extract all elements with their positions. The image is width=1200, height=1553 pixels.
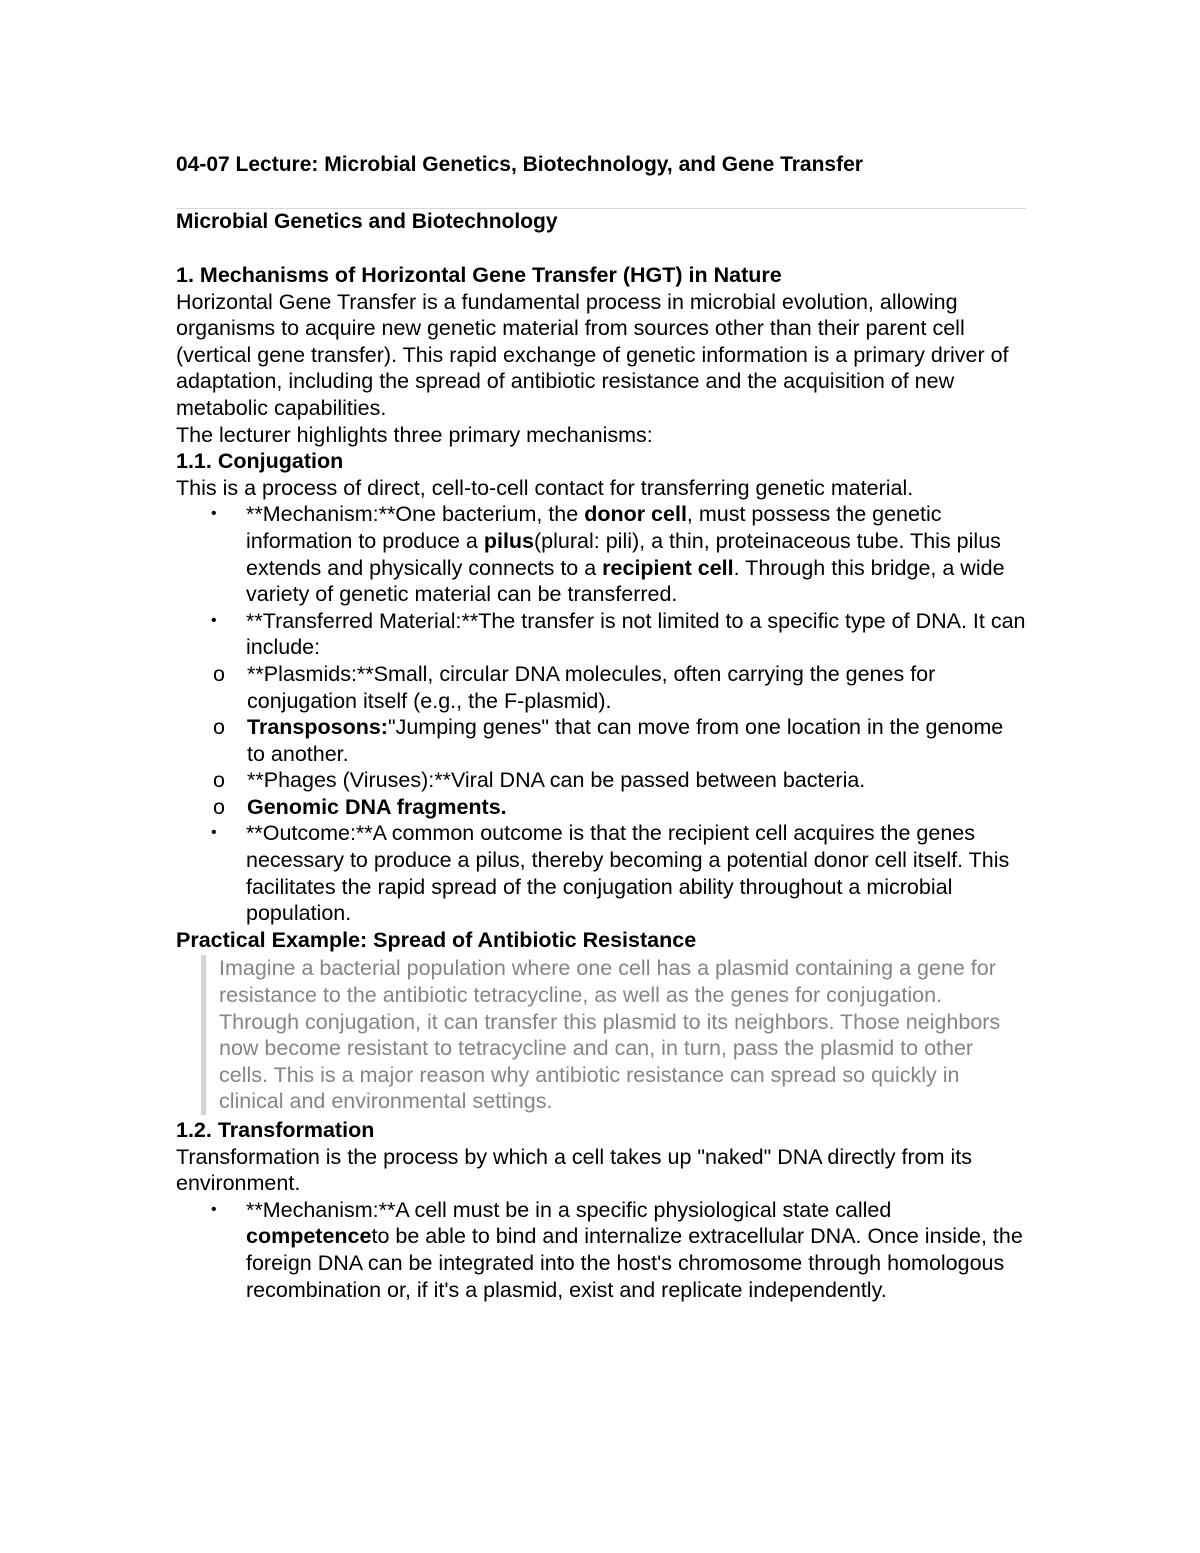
pilus-term: pilus (483, 528, 535, 553)
example-blockquote: Imagine a bacterial population where one cell has a plasmid containing a gene for resistance to the antibiotic tetracycline, as well as the genes for conjugation. Through conjugation, it can transfer this plasmid to its neighbors. Those neighbors now become resistant to tetracycline and can, in turn, pass the plasmid to other cells. This is a major reason why antibiotic resistance can spread so quickly in clinical and environmental settings. (201, 955, 1026, 1115)
list-item (176, 794, 1026, 821)
transformation-heading: 1.2. Transformation (176, 1118, 375, 1142)
transposons-term: Transposons: (247, 715, 388, 740)
hgt-intro: Horizontal Gene Transfer is a fundamental process in microbial evolution, allowing organisms to acquire new genetic material from sources other than their parent cell (vertical gene transfer). This rapid exchange of genetic information is a primary driver of adaptation, including the spread of antibiotic resistance and the acquisition of new metabolic capabilities. (176, 289, 1009, 420)
sub-bullet-marker: o (213, 794, 225, 819)
list-item (176, 1197, 1026, 1303)
mechanism-text: . Through this bridge, a wide variety of genetic material can be transferred. (246, 555, 1005, 607)
list-item (176, 501, 1026, 607)
bullet-marker: • (211, 1200, 217, 1218)
section-title: Microbial Genetics and Biotechnology (176, 210, 558, 233)
conjugation-heading: 1.1. Conjugation (176, 449, 344, 474)
list-item (176, 608, 1026, 821)
sub-bullet-marker: o (213, 768, 225, 793)
sub-bullet-marker: o (213, 661, 225, 686)
transferred-material-sublist (176, 661, 1026, 821)
hgt-heading: 1. Mechanisms of Horizontal Gene Transfer (HGT) in Nature (176, 263, 782, 287)
mechanism-text: , must possess the genetic information to produce a (246, 502, 942, 553)
document-title: 04-07 Lecture: Microbial Genetics, Biotechnology, and Gene Transfer (176, 153, 863, 176)
phages-text: **Phages (Viruses):**Viral DNA can be passed between bacteria. (247, 768, 866, 793)
list-item (176, 714, 1026, 767)
transformation-bullet-list (176, 1197, 1026, 1303)
bullet-marker: • (211, 505, 217, 523)
recipient-cell-term: recipient cell (602, 555, 734, 580)
hgt-lead: The lecturer highlights three primary mechanisms: (176, 422, 653, 447)
transformation-mechanism-text: to be able to bind and internalize extracellular DNA. Once inside, the foreign DNA can be integrated into the host's chromosome through homologous recombination or, if it's a plasmid, exist and replicate independently. (246, 1224, 1023, 1302)
plasmids-text: **Plasmids:**Small, circular DNA molecules, often carrying the genes for conjugation itself (e.g., the F-plasmid). (247, 661, 936, 713)
transformation-mechanism-lead: **Mechanism:**A cell must be in a specific physiological state called (246, 1197, 892, 1222)
list-item (176, 767, 1026, 794)
mechanism-text: (plural: pili), a thin, proteinaceous tube. This pilus extends and physically connects to a (246, 528, 1001, 580)
transferred-material-text: **Transferred Material:**The transfer is not limited to a specific type of DNA. It can include: (246, 608, 1026, 660)
list-item (176, 820, 1026, 926)
donor-cell-term: donor cell (584, 502, 687, 527)
conjugation-bullet-list (176, 501, 1026, 927)
bullet-marker: • (211, 824, 217, 842)
transposons-text: "Jumping genes" that can move from one location in the genome to another. (247, 715, 1004, 766)
bullet-marker: • (211, 611, 217, 629)
list-item (176, 661, 1026, 714)
mechanism-lead: **Mechanism:**One bacterium, the (246, 502, 585, 527)
genomic-dna-term: Genomic DNA fragments. (247, 794, 507, 819)
conjugation-intro: This is a process of direct, cell-to-cell contact for transferring genetic material. (176, 475, 914, 500)
example-heading: Practical Example: Spread of Antibiotic Resistance (176, 927, 697, 952)
transformation-intro: Transformation is the process by which a cell takes up "naked" DNA directly from its environment. (176, 1144, 972, 1196)
outcome-text: **Outcome:**A common outcome is that the recipient cell acquires the genes necessary to produce a pilus, thereby becoming a potential donor cell itself. This facilitates the rapid spread of the conjugation ability throughout a microbial population. (246, 821, 1010, 926)
competence-term: competence (246, 1224, 372, 1249)
sub-bullet-marker: o (213, 715, 225, 740)
document-body (176, 152, 1026, 1303)
